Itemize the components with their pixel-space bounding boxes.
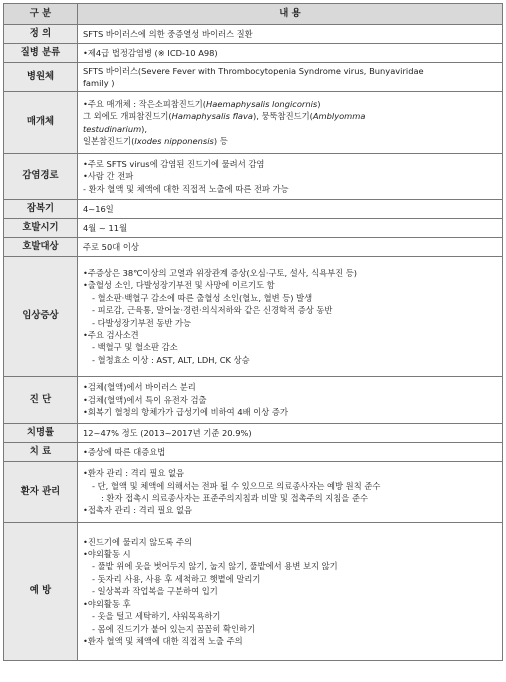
value-line: •야외활동 후: [83, 598, 131, 609]
value-line: - 환자 혈액 및 체액에 대한 직접적 노출에 따른 전파 가능: [83, 183, 289, 194]
value-line: : 환자 접촉시 의료종사자는 표준주의지침과 비말 및 접촉주의 지침을 준수: [101, 493, 368, 503]
value-line: family ): [83, 78, 115, 88]
row-value: [78, 257, 503, 377]
row-patient-management: [4, 462, 503, 523]
value-line: - 일상복과 작업복을 구분하여 입기: [92, 586, 218, 597]
value-line: - 다발성장기부전 동반 가능: [92, 317, 192, 328]
value-line: - 몸에 진드기가 붙어 있는지 꼼꼼히 확인하기: [92, 623, 256, 634]
value-line: - 단, 혈액 및 체액에 의해서는 전파 될 수 있으므로 의료종사자는 예방 원칙 준수: [92, 480, 381, 491]
row-fatality: [4, 424, 503, 443]
row-key: 병원체: [4, 63, 78, 92]
row-key: 치명률: [4, 424, 78, 443]
value-line: •증상에 따른 대증요법: [83, 446, 166, 457]
value-line: - 피로감, 근육통, 말어눌·경련·의식저하와 같은 신경학적 증상 동반: [92, 305, 333, 316]
row-prevention: [4, 523, 503, 661]
table-header-row: [4, 4, 503, 25]
row-value: [78, 238, 503, 257]
row-incubation: [4, 200, 503, 219]
value-line: testudinarium),: [83, 123, 148, 134]
row-key: 정 의: [4, 25, 78, 44]
value-line: - 옷을 털고 세탁하기, 샤워목욕하기: [92, 611, 221, 622]
row-value: [78, 44, 503, 63]
value-line: •제4급 법정감염병 (※ ICD-10 A98): [83, 47, 218, 58]
row-transmission: [4, 154, 503, 200]
value-line: •사람 간 전파: [83, 171, 134, 182]
row-diagnosis: [4, 377, 503, 424]
row-vector: [4, 92, 503, 154]
value-line: •환자 관리 : 격리 필요 없음: [83, 468, 185, 479]
row-value: [78, 92, 503, 154]
value-line: •야외활동 시: [83, 549, 131, 560]
value-line: 12~47% 정도 (2013~2017년 기준 20.9%): [83, 427, 252, 438]
row-value: [78, 25, 503, 44]
row-target: [4, 238, 503, 257]
value-line: •주로 SFTS virus에 감염된 진드기에 물려서 감염: [83, 158, 265, 169]
row-key: 진 단: [4, 377, 78, 424]
value-line: - 혈청효소 이상 : AST, ALT, LDH, CK 상승: [92, 354, 250, 365]
value-line: •주증상은 38℃이상의 고열과 위장관계 증상(오심·구토, 설사, 식욕부진 등): [83, 267, 358, 278]
row-key: 환자 관리: [4, 462, 78, 523]
value-line: - 돗자리 사용, 사용 후 세척하고 햇볕에 말리기: [92, 573, 261, 584]
row-pathogen: [4, 63, 503, 92]
row-key: 잠복기: [4, 200, 78, 219]
row-key: 질병 분류: [4, 44, 78, 63]
value-line: •회복기 혈청의 항체가가 급성기에 비하여 4배 이상 증가: [83, 407, 288, 418]
value-line: 4~16일: [83, 203, 114, 214]
row-season: [4, 219, 503, 238]
value-line: •진드기에 물리지 않도록 주의: [83, 536, 192, 547]
row-key: 호발시기: [4, 219, 78, 238]
row-value: [78, 377, 503, 424]
value-line: •주요 검사소견: [83, 329, 139, 340]
row-key: 치 료: [4, 443, 78, 462]
row-value: [78, 154, 503, 200]
sfts-info-table: [3, 3, 503, 661]
row-treatment: [4, 443, 503, 462]
row-key: 예 방: [4, 523, 78, 661]
row-classification: [4, 44, 503, 63]
value-line: 일본참진드기(Ixodes nipponensis) 등: [83, 135, 228, 146]
value-line: - 백혈구 및 혈소판 감소: [92, 342, 178, 353]
value-line: •환자 혈액 및 체액에 대한 직접적 노출 주의: [83, 635, 243, 646]
value-line: •주요 매개체 : 작은소피참진드기(Haemaphysalis longicornis): [83, 98, 321, 109]
row-key: 임상증상: [4, 257, 78, 377]
value-line: •출혈성 소인, 다발성장기부전 및 사망에 이르기도 함: [83, 280, 275, 291]
value-line: •검체(혈액)에서 특이 유전자 검출: [83, 394, 207, 405]
value-line: •접촉자 관리 : 격리 필요 없음: [83, 505, 193, 516]
value-line: 4월 ~ 11월: [83, 222, 128, 233]
header-category: 구 분: [4, 4, 78, 25]
value-line: 주로 50대 이상: [83, 241, 139, 252]
row-value: [78, 63, 503, 92]
value-line: SFTS 바이러스(Severe Fever with Thrombocytopenia Syndrome virus, Bunyaviridae: [83, 65, 424, 76]
row-value: [78, 462, 503, 523]
row-value: [78, 200, 503, 219]
row-value: [78, 424, 503, 443]
row-key: 감염경로: [4, 154, 78, 200]
row-value: [78, 443, 503, 462]
row-key: 호발대상: [4, 238, 78, 257]
header-content: 내 용: [78, 4, 503, 25]
value-line: 그 외에도 개피참진드기(Hamaphysalis flava), 뭉뚝참진드기(Amblyomma: [83, 111, 366, 122]
value-line: SFTS 바이러스에 의한 중증열성 바이러스 질환: [83, 28, 253, 39]
row-definition: [4, 25, 503, 44]
row-key: 매개체: [4, 92, 78, 154]
value-line: - 혈소판·백혈구 감소에 따른 출혈성 소인(혈뇨, 혈변 등) 발생: [92, 292, 313, 303]
row-value: [78, 219, 503, 238]
row-value: [78, 523, 503, 661]
row-symptoms: [4, 257, 503, 377]
value-line: - 풀밭 위에 옷을 벗어두지 않기, 눕지 않기, 풀밭에서 용변 보지 않기: [92, 561, 338, 572]
value-line: •검체(혈액)에서 바이러스 분리: [83, 382, 196, 393]
